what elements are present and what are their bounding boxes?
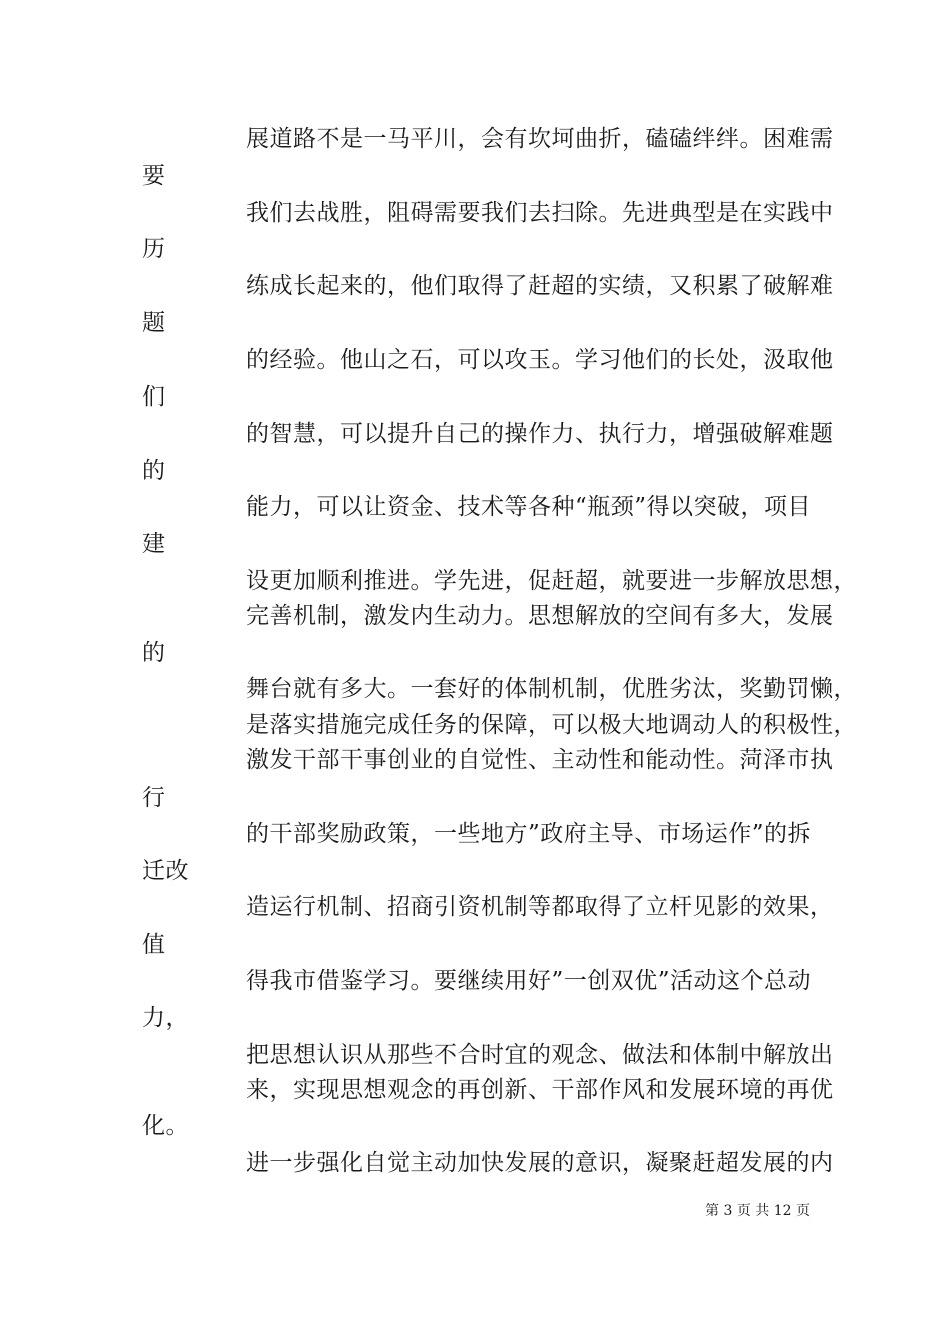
body-text-line: 来，实现思想观念的再创新、干部作风和发展环境的再优 bbox=[246, 1077, 834, 1103]
body-text-line: 完善机制，激发内生动力。思想解放的空间有多大，发展 bbox=[246, 603, 834, 629]
body-text-line: 的 bbox=[142, 458, 166, 484]
body-text-line: 力， bbox=[142, 1005, 189, 1031]
body-text-line: 历 bbox=[142, 236, 166, 262]
body-text-line: 迁改 bbox=[142, 858, 189, 884]
page-number: 第 3 页 共 12 页 bbox=[705, 1203, 810, 1219]
body-text-line: 把思想认识从那些不合时宜的观念、做法和体制中解放出 bbox=[246, 1042, 834, 1068]
body-text-line: 建 bbox=[142, 531, 166, 557]
body-text-line: 造运行机制、招商引资机制等都取得了立杆见影的效果， bbox=[246, 894, 834, 920]
body-text-line: 的干部奖励政策，一些地方”政府主导、市场运作”的拆 bbox=[246, 821, 812, 847]
body-text-line: 练成长起来的，他们取得了赶超的实绩，又积累了破解难 bbox=[246, 273, 834, 299]
body-text-line: 我们去战胜，阻碍需要我们去扫除。先进典型是在实践中 bbox=[246, 200, 834, 226]
body-text-line: 能力，可以让资金、技术等各种“瓶颈”得以突破，项目 bbox=[246, 494, 812, 520]
body-text-line: 题 bbox=[142, 310, 166, 336]
body-text-line: 的智慧，可以提升自己的操作力、执行力，增强破解难题 bbox=[246, 421, 834, 447]
body-text-line: 化。 bbox=[142, 1113, 189, 1139]
body-text-line: 是落实措施完成任务的保障，可以极大地调动人的积极性， bbox=[246, 712, 857, 738]
body-text-line: 得我市借鉴学习。要继续用好”一创双优”活动这个总动 bbox=[246, 968, 812, 994]
body-text-line: 的经验。他山之石，可以攻玉。学习他们的长处，汲取他 bbox=[246, 347, 834, 373]
body-text-line: 设更加顺利推进。学先进，促赶超，就要进一步解放思想， bbox=[246, 568, 857, 594]
body-text-line: 激发干部干事创业的自觉性、主动性和能动性。菏泽市执 bbox=[246, 747, 834, 773]
body-text-line: 们 bbox=[142, 384, 166, 410]
body-text-line: 的 bbox=[142, 640, 166, 666]
body-text-line: 行 bbox=[142, 785, 166, 811]
body-text-line: 舞台就有多大。一套好的体制机制，优胜劣汰，奖勤罚懒， bbox=[246, 676, 857, 702]
body-text-line: 要 bbox=[142, 163, 166, 189]
body-text-line: 值 bbox=[142, 932, 166, 958]
body-text-line: 进一步强化自觉主动加快发展的意识，凝聚赶超发展的内 bbox=[246, 1150, 834, 1176]
body-text-line: 展道路不是一马平川，会有坎坷曲折，磕磕绊绊。困难需 bbox=[246, 126, 834, 152]
